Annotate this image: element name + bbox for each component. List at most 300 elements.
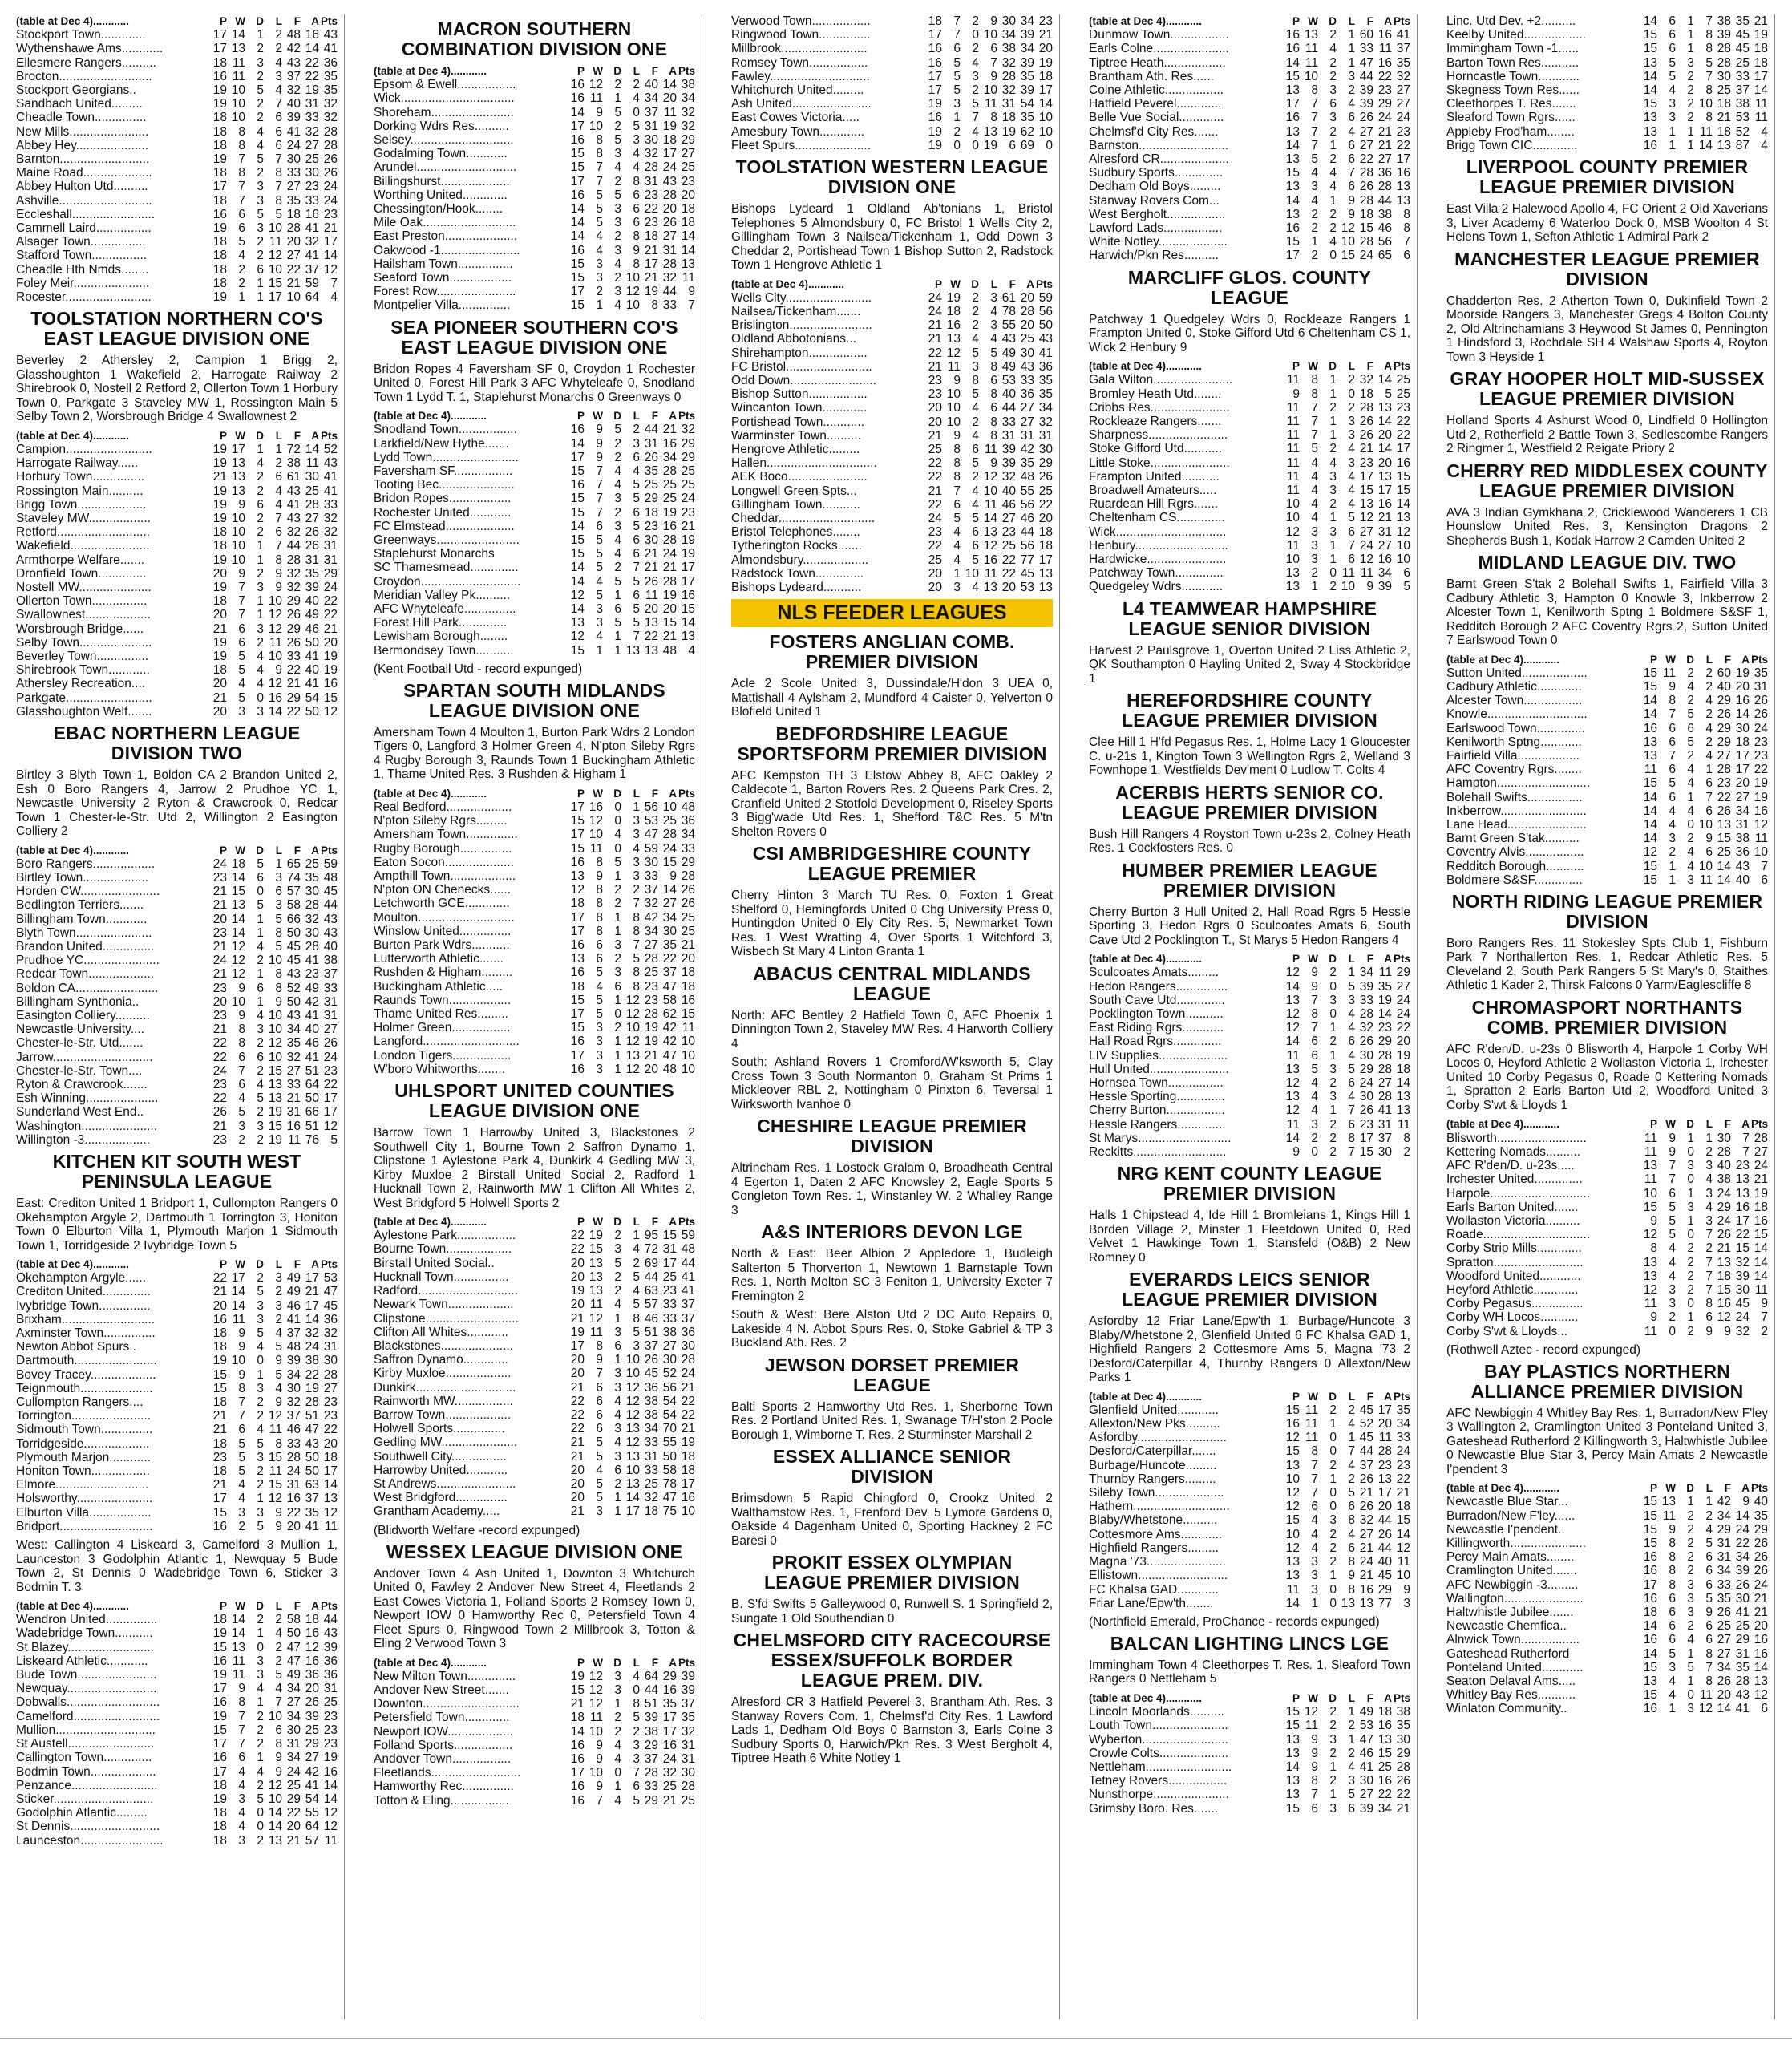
stat-cell: 54 [662,1407,677,1422]
table-header-row [374,409,695,423]
stat-cell: 24 [662,160,677,175]
stat-cell: 5 [275,939,282,954]
stat-cell: 34 [1020,14,1034,28]
stat-cell: 4 [972,581,979,594]
stat-cell: 3 [1705,1159,1713,1173]
results-paragraph: East: Crediton United 1 Bridport 1, Cullompton Rangers 0 Okehampton Argyle 2, Dartmouth 1 Torrington 3, Honiton Town 0 Elburton Villa 1, Plymouth Marjon 1 Sidmouth Town 1, Torridgeside 2 Ivybridge Town 5 [16,1197,338,1253]
stat-cell: 1 [614,643,621,658]
stat-cell: 15 [662,616,677,630]
stat-cell: 21 [212,690,227,705]
stat-cell: 2 [1669,1310,1676,1325]
stat-cell: 70 [662,1422,677,1436]
league-heading: MANCHESTER LEAGUE PREMIER DIVISION [1454,248,1760,290]
team-name: Eccleshall........................ [16,207,156,221]
stat-cell: 64 [305,290,319,305]
table-row [374,160,695,174]
stat-cell: 25 [1717,845,1731,860]
team-name: SC Thamesmead.............. [374,561,519,575]
stat-cell: 15 [1643,679,1657,694]
table-row [16,1340,338,1354]
stat-cell: 8 [1705,42,1713,56]
stat-cell: 26 [1754,707,1768,722]
stat-cell: 16 [1377,1774,1392,1788]
stat-cell: 35 [323,83,338,98]
stat-cell: 41 [1377,1103,1392,1118]
stat-cell: 9 [1761,1297,1768,1311]
table-row [1446,832,1768,845]
team-name: Tiptree Heath.................. [1089,55,1226,70]
header-cell: A [669,1656,677,1669]
stat-cell: 1 [1687,138,1694,152]
stat-cell: 31 [286,1737,301,1751]
stat-cell: 6 [953,497,961,512]
stat-cell: 11 [1699,124,1713,139]
table-row [1089,83,1410,97]
stat-cell: 21 [212,967,227,982]
stat-cell: 26 [681,883,695,897]
stat-cell: 19 [1735,666,1750,680]
stat-cell: 8 [633,1311,640,1326]
stat-cell: 37 [323,967,338,982]
stat-cell: 24 [323,180,338,194]
table-row [1089,1528,1410,1541]
table-row [374,925,695,938]
stat-cell: 30 [1735,721,1750,735]
team-name: Chester-le-Str. Town.... [16,1063,143,1078]
stat-cell: 24 [1359,249,1373,263]
stat-cell: 4 [1311,483,1318,497]
header-cell: D [1329,15,1337,27]
league-table [374,409,695,658]
stat-cell: 16 [1643,1550,1657,1565]
stat-cell: 18 [1359,387,1373,401]
stat-cell: 28 [1359,400,1373,415]
stat-cell: 18 [212,525,227,540]
stat-cell: 29 [323,566,338,581]
stat-cell: 16 [681,588,695,602]
stat-cell: 1 [633,1229,640,1243]
league-table [16,14,338,304]
table-row [731,139,1053,152]
stat-cell: 9 [596,1738,603,1752]
stat-cell: 15 [212,1367,227,1382]
stat-cell: 29 [286,690,301,705]
stat-cell: 2 [1687,111,1694,125]
stat-cell: 21 [212,1423,227,1437]
stat-cell: 21 [644,271,658,285]
stat-cell: 31 [286,1105,301,1120]
table-row [731,581,1053,594]
league-heading: A&S INTERIORS DEVON LGE [761,1221,1023,1243]
header-cell: D [256,844,264,856]
stat-cell: 24 [212,954,227,968]
stat-cell: 34 [1001,28,1016,43]
results-paragraph: North & East: Beer Albion 2 Appledore 1, Budleigh Salterton 5 Thorverton 1, Newtown 1 Barnstaple Town Res. 1, North Molton SC 3 Feniton 1, University Exeter 7 Fremington 2 [731,1247,1053,1303]
team-name: Harwich/Pkn Res.......... [1089,249,1219,263]
stat-cell: 18 [212,55,227,70]
stat-cell: 43 [286,967,301,982]
stat-cell: 33 [286,1077,301,1091]
stat-cell: 21 [644,547,658,561]
stat-cell: 4 [257,456,264,471]
stat-cell: 6 [1348,1035,1355,1049]
stat-cell: 44 [1020,525,1034,540]
stat-cell: 17 [231,1271,245,1286]
stat-cell: 7 [633,938,640,953]
team-name: Hessle Rangers.............. [1089,1117,1226,1132]
stat-cell: 63 [305,1478,319,1492]
stat-cell: 2 [1687,1508,1694,1523]
stat-cell: 16 [570,1738,585,1752]
stat-cell: 21 [1377,138,1392,152]
team-name: Swallownest................... [16,608,151,622]
stat-cell: 4 [238,1806,245,1820]
stat-cell: 3 [1687,1577,1694,1592]
stat-cell: 7 [990,55,997,70]
stat-cell: 25 [1377,1759,1392,1774]
stat-cell: 8 [238,1381,245,1395]
stat-cell: 0 [1329,1500,1337,1514]
stat-cell: 30 [681,1766,695,1780]
stat-cell: 20 [662,602,677,616]
stat-cell: 3 [633,133,640,148]
stat-cell: 28 [1377,1090,1392,1104]
stat-cell: 0 [1329,1582,1337,1597]
stat-cell: 8 [1650,1241,1657,1256]
stat-cell: 20 [644,1062,658,1076]
team-name: Bridon Ropes.................. [374,492,512,506]
stat-cell: 0 [1329,1486,1337,1500]
stat-cell: 17 [1754,69,1768,83]
results-paragraph: South & West: Bere Alston Utd 2 DC Auto Repairs 0, Lakeside 4 N. Abbot Spurs Res. 0, Stoke Gabriel & TP 3 Buckland Ath. Res. 2 [731,1308,1053,1350]
results-paragraph: Halls 1 Chipstead 4, Ide Hill 1 Bromleians 1, Kings Hill 1 Borden Village 2, Minster 1 Fleetdown United 0, Red Velvet 1 Hawkinge Town 1, Stansfeld (O&B) 2 New Romney 0 [1089,1209,1410,1265]
stat-cell: 35 [1020,111,1034,125]
stat-cell: 15 [1643,1660,1657,1674]
stat-cell: 4 [972,497,979,512]
stat-cell: 38 [644,1724,658,1739]
stat-cell: 23 [1359,456,1373,470]
stat-cell: 34 [644,924,658,938]
stat-cell: 12 [323,1505,338,1520]
stat-cell: 2 [1329,28,1337,43]
stat-cell: 16 [1377,28,1392,43]
stat-cell: 2 [1705,707,1713,722]
table-row [16,982,338,995]
stat-cell: 3 [614,492,621,506]
stat-cell: 8 [990,359,997,374]
stat-cell: 43 [323,912,338,926]
stat-cell: 42 [305,994,319,1009]
stat-cell: 16 [1285,28,1300,43]
stat-cell: 4 [257,1764,264,1779]
team-name: Hornsea Town................ [1089,1075,1224,1090]
results-paragraph: Amersham Town 4 Moulton 1, Burton Park Wdrs 2 London Tigers 0, Langford 3 Holmer Green 4, N'pton Sileby Rgrs 4 Rugby Borough 3, Raunds Town 1 Buckingham Athletic 1, Thame United Res. 3 Rushden & Higham 1 [374,725,695,782]
stat-cell: 19 [212,442,227,456]
stat-cell: 28 [305,497,319,512]
team-name: Almondsbury................... [731,553,869,567]
stat-cell: 17 [212,180,227,194]
stat-cell: 35 [1717,1591,1731,1606]
stat-cell: 2 [1348,1472,1355,1486]
table-row [1089,1035,1410,1048]
stat-cell: 17 [625,1504,640,1519]
stat-cell: 52 [662,1367,677,1381]
header-cell: Pts [320,1600,338,1613]
stat-cell: 5 [257,207,264,221]
stat-cell: 33 [644,1780,658,1794]
stat-cell: 24 [286,138,301,152]
stat-cell: 27 [681,147,695,161]
results-paragraph: AFC Newbiggin 4 Whitley Bay Res. 1, Burradon/New F'ley 3 Wallington 2, Cramlington United 3 Ponteland United 3, Gateshead Rutherford 2 Killingworth 3, Haltwhistle Jubilee 0 Newcastle Blue Star 3, Percy Main Amats 2 Newcastle I'pendent 3 [1446,1406,1768,1476]
stat-cell: 1 [1329,193,1337,208]
stat-cell: 2 [257,1737,264,1751]
stat-cell: 6 [1705,776,1713,791]
stat-cell: 40 [1001,484,1016,498]
stat-cell: 2 [257,1132,264,1147]
header-cell: W [235,429,245,442]
stat-cell: 9 [1650,1213,1657,1228]
header-cell: Pts [1393,1691,1410,1704]
stat-cell: 6 [1669,28,1676,43]
table-row [1446,125,1768,139]
stat-cell: 10 [231,525,245,540]
stat-cell: 14 [1643,69,1657,83]
stat-cell: 20 [681,188,695,202]
stat-cell: 12 [589,1682,603,1697]
table-row [1089,208,1410,221]
stat-cell: 29 [1396,966,1410,980]
stat-cell: 30 [1359,1090,1373,1104]
results-paragraph: Acle 2 Scole United 3, Dussindale/H'don 3 UEA 0, Mattishall 4 Aylsham 2, Mundford 4 Caister 0, Yelverton 0 Blofield United 1 [731,677,1053,719]
stat-cell: 4 [1329,456,1337,470]
stat-cell: 10 [1698,859,1713,873]
stat-cell: 9 [1742,1495,1750,1509]
stat-cell: 16 [1377,497,1392,512]
stat-cell: 9 [596,1751,603,1766]
stat-cell: 13 [1717,138,1731,152]
table-row [16,97,338,111]
team-name: Frampton United........... [1089,469,1220,484]
team-name: Horden CW....................... [16,885,160,899]
table-row [374,506,695,520]
team-name: Wakefield....................... [16,539,150,553]
team-name: Dartmouth........................ [16,1354,157,1368]
team-name: Boldmere S&SF.............. [1446,873,1583,887]
stat-cell: 46 [1001,497,1016,512]
stat-cell: 18 [286,207,301,221]
stat-cell: 38 [1717,1172,1731,1187]
results-paragraph: B. S'fd Swifts 5 Galleywood 0, Runwell S. 1 Springfield 2, Sungate 1 Old Southendian 0 [731,1597,1053,1626]
header-cell: A [1026,277,1034,290]
stat-cell: 27 [1717,748,1731,763]
stat-cell: 0 [1329,1006,1337,1021]
stat-cell: 47 [286,1654,301,1668]
stat-cell: 17 [570,910,585,925]
stat-cell: 3 [275,898,282,913]
stat-cell: 22 [1754,763,1768,777]
stat-cell: 6 [238,221,245,236]
stat-cell: 17 [570,1338,585,1353]
stat-cell: 35 [681,1711,695,1725]
stat-cell: 7 [596,1793,603,1808]
stat-cell: 17 [212,28,227,43]
stat-cell: 12 [589,1697,603,1711]
header-cell: Pts [1393,1390,1410,1403]
stat-cell: 13 [1285,580,1300,594]
stat-cell: 3 [1669,97,1676,111]
stat-cell: 6 [633,532,640,547]
table-row [1089,525,1410,539]
stat-cell: 2 [614,119,621,133]
stat-cell: 8 [633,174,640,188]
stat-cell: 5 [1348,1788,1355,1802]
league-heading: HEREFORDSHIRE COUNTY LEAGUE PREMIER DIVISION [1122,690,1377,731]
stat-cell: 35 [1735,14,1750,28]
stat-cell: 12 [323,1806,338,1820]
stat-cell: 16 [1285,1417,1300,1431]
stat-cell: 3 [990,290,997,305]
stat-cell: 21 [286,1833,301,1848]
header-cell: P [1292,953,1300,966]
table-row [1089,1118,1410,1132]
stat-cell: 9 [1311,966,1318,980]
team-name: Earls Colne...................... [1089,42,1229,56]
stat-cell: 8 [1311,373,1318,387]
stat-cell: 12 [268,1036,282,1051]
league-table [374,1215,695,1518]
header-cell: P [1649,1118,1657,1131]
stat-cell: 7 [972,111,979,125]
stat-cell: 4 [1311,1527,1318,1541]
stat-cell: 11 [1305,1719,1318,1733]
stat-cell: 12 [1359,511,1373,525]
stat-cell: 14 [231,870,245,885]
header-cell: A [1741,1482,1750,1495]
stat-cell: 6 [1348,553,1355,566]
stat-cell: 44 [1377,1541,1392,1555]
table-row [16,1668,338,1682]
stat-cell: 18 [1643,1606,1657,1620]
stat-cell: 32 [1735,1324,1750,1338]
team-name: Rushden & Higham......... [374,966,513,980]
stat-cell: 39 [286,1354,301,1368]
stat-cell: 2 [633,423,640,437]
stat-cell: 28 [681,869,695,884]
stat-cell: 14 [1285,193,1300,208]
stat-cell: 53 [1001,373,1016,387]
stat-cell: 49 [1001,346,1016,360]
stat-cell: 7 [1669,707,1676,722]
stat-cell: 66 [305,1105,319,1120]
stat-cell: 18 [212,1820,227,1834]
stat-cell: 9 [238,566,245,581]
stat-cell: 20 [1377,1417,1392,1431]
stat-cell: 17 [570,119,585,133]
stat-cell: 12 [323,1119,338,1133]
stat-cell: 4 [633,147,640,161]
stat-cell: 46 [1359,1746,1373,1760]
stat-cell: 10 [1285,1527,1300,1541]
stat-cell: 5 [614,423,621,437]
stat-cell: 37 [1396,42,1410,56]
stat-cell: 13 [589,1256,603,1270]
stat-cell: 2 [633,78,640,92]
stat-cell: 50 [1038,318,1053,333]
table-row [1446,1241,1768,1255]
stat-cell: 12 [625,1035,640,1049]
stat-cell: 26 [644,450,658,464]
team-name: Lincoln Moorlands.......... [1089,1705,1224,1719]
stat-cell: 31 [323,539,338,553]
stat-cell: 0 [1046,138,1053,152]
stat-cell: 26 [1038,470,1053,484]
stat-cell: 4 [1348,497,1355,512]
stat-cell: 16 [1754,1646,1768,1661]
stat-cell: 18 [212,1340,227,1354]
header-cell: L [633,65,640,77]
stat-cell: 15 [1643,776,1657,791]
header-cell: P [576,410,585,423]
stat-cell: 38 [644,1407,658,1422]
stat-cell: 37 [305,262,319,277]
stat-cell: 3 [1687,1591,1694,1606]
stat-cell: 5 [1687,735,1694,749]
stat-cell: 27 [1020,401,1034,415]
stat-cell: 22 [1396,1021,1410,1035]
stat-cell: 40 [305,594,319,609]
stat-cell: 2 [614,1229,621,1243]
table-row [16,152,338,166]
results-paragraph: Holland Sports 4 Ashurst Wood 0, Lindfield 0 Hollington Utd 2, Rotherfield 2 Battle Town 3, Sedlescombe Rangers 2 Ringmer 1, Westfield 2 Reigate Priory 2 [1446,414,1768,456]
stat-cell: 14 [570,105,585,119]
stat-cell: 11 [1286,442,1300,456]
stat-cell: 13 [1038,566,1053,581]
stat-cell: 2 [1311,221,1318,236]
stat-cell: 33 [662,1298,677,1312]
team-name: Winslow United............... [374,924,512,938]
stat-cell: 2 [238,276,245,290]
stat-cell: 8 [633,966,640,980]
stat-cell: 22 [570,1407,585,1422]
stat-cell: 4 [1705,694,1713,708]
stat-cell: 9 [953,428,961,443]
stat-cell: 2 [1329,1131,1337,1145]
stat-cell: 38 [1717,14,1731,28]
stat-cell: 5 [1687,707,1694,722]
stat-cell: 29 [644,1793,658,1808]
stat-cell: 36 [1020,387,1034,402]
stat-cell: 6 [990,42,997,56]
stat-cell: 7 [596,174,603,188]
stat-cell: 2 [1348,83,1355,98]
league-heading: KITCHEN KIT SOUTH WEST PENINSULA LEAGUE [52,1151,301,1192]
team-name: Bishop Sutton................. [731,387,868,402]
team-name: FC Bristol......................... [731,359,872,374]
header-cell: L [275,844,282,856]
header-cell: W [235,1600,245,1613]
stat-cell: 16 [1643,1591,1657,1606]
stat-cell: 7 [1348,538,1355,553]
table-row [731,332,1053,346]
table-row [16,28,338,42]
header-cell: P [1292,360,1300,373]
stat-cell: 23 [212,1077,227,1091]
stat-cell: 50 [305,635,319,650]
stat-cell: 10 [268,650,282,664]
stat-cell: 25 [681,478,695,492]
stat-cell: 5 [257,1285,264,1299]
stat-cell: 11 [1305,42,1318,56]
